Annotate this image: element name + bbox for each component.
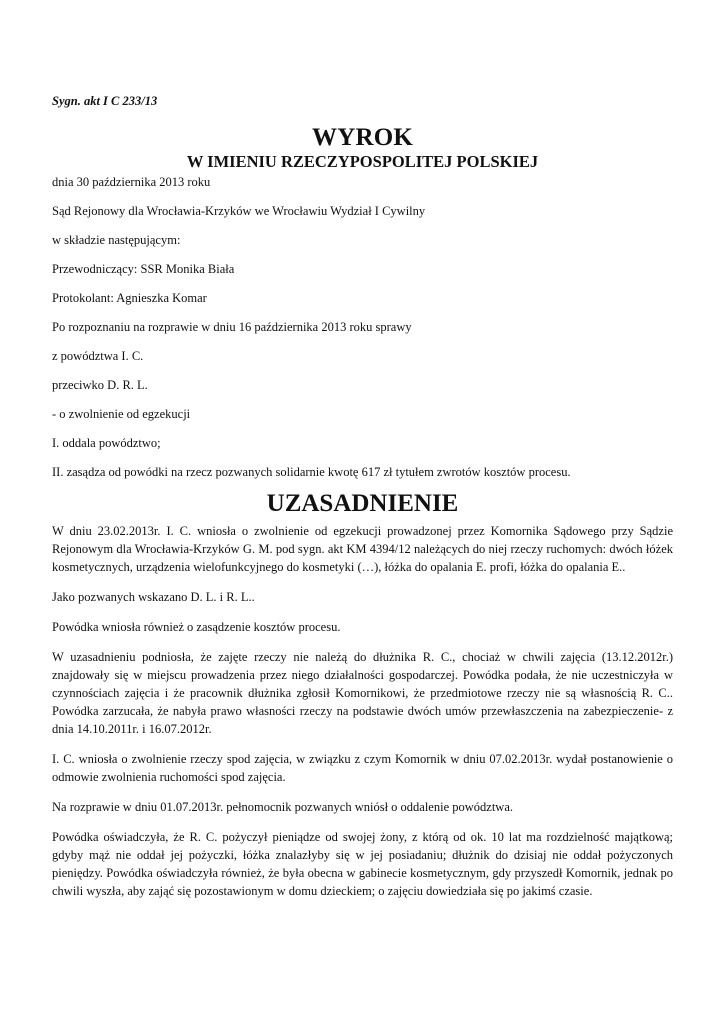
- case-signature: Sygn. akt I C 233/13: [52, 94, 158, 108]
- presiding-judge: Przewodniczący: SSR Monika Biała: [52, 262, 235, 276]
- document-title: WYROK: [312, 124, 413, 151]
- ruling-point-2: II. zasądza od powódki na rzecz pozwanych solidarnie kwotę 617 zł tytułem zwrotów kosztów procesu.: [52, 465, 571, 479]
- judgment-document: [52, 92, 673, 900]
- justification-paragraph: Powódka wniosła również o zasądzenie kosztów procesu.: [52, 620, 341, 634]
- plaintiff-line: z powództwa I. C.: [52, 349, 144, 363]
- justification-paragraph: Jako pozwanych wskazano D. L. i R. L..: [52, 590, 255, 604]
- case-subject: - o zwolnienie od egzekucji: [52, 407, 191, 421]
- ruling-point-1: I. oddala powództwo;: [52, 436, 161, 450]
- clerk: Protokolant: Agnieszka Komar: [52, 291, 207, 305]
- justification-paragraph: W dniu 23.02.2013r. I. C. wniosła o zwolnienie od egzekucji prowadzonej przez Komornika Sądowego przy Sądzie Rejonowym dla Wrocławia-Krzyków G. M. pod sygn. akt KM 4394/12 należących do niej rzeczy ruchomych: dwóch łóżek kosmetycznych, urządzenia wielofunkcyjnego do kosmetyki (…), łóżka do opalania E. profi, łóżka do opalania E..: [52, 524, 673, 574]
- justification-paragraph: W uzasadnieniu podniosła, że zajęte rzeczy nie należą do dłużnika R. C., chociaż w chwili zajęcia (13.12.2012r.) znajdowały się w miejscu prowadzenia przez niego działalności gospodarczej. Powódka podała, że nie uczestniczyła w czynnościach zajęcia i że pracownik dłużnika zgłosił Komornikowi, że przedmiotowe rzeczy nie są własnością R. C.. Powódka zarzucała, że nabyła prawo własności rzeczy na podstawie dwóch umów przewłaszczenia na zabezpieczenie- z dnia 14.10.2011r. i 16.07.2012r.: [52, 650, 673, 736]
- justification-paragraph: I. C. wniosła o zwolnienie rzeczy spod zajęcia, w związku z czym Komornik w dniu 07.02.2013r. wydał postanowienie o odmowie zwolnienia ruchomości spod zajęcia.: [52, 752, 673, 784]
- hearing-line: Po rozpoznaniu na rozprawie w dniu 16 października 2013 roku sprawy: [52, 320, 412, 334]
- judgment-date: dnia 30 października 2013 roku: [52, 175, 211, 189]
- justification-paragraph: Na rozprawie w dniu 01.07.2013r. pełnomocnik pozwanych wniósł o oddalenie powództwa.: [52, 800, 514, 814]
- justification-paragraph: Powódka oświadczyła, że R. C. pożyczył pieniądze od swojej żony, z którą od ok. 10 lat ma rozdzielność majątkową; gdyby mąż nie oddał jej pożyczki, łóżka znalazłyby się w jej posiadaniu; dłużnik do dzisiaj nie oddał pożyczonych pieniędzy. Powódka oświadczyła również, że była obecna w gabinecie kosmetycznym, gdy przyszedł Komornik, jednak po chwili wyszła, aby zająć się pozostawionym w domu dzieckiem; o zajęciu dowiedziała się po jakimś czasie.: [52, 830, 673, 898]
- composition-intro: w składzie następującym:: [52, 233, 181, 247]
- document-subtitle: W IMIENIU RZECZYPOSPOLITEJ POLSKIEJ: [186, 152, 539, 171]
- court-name: Sąd Rejonowy dla Wrocławia-Krzyków we Wrocławiu Wydział I Cywilny: [52, 204, 426, 218]
- justification-title: UZASADNIENIE: [266, 490, 459, 517]
- defendant-line: przeciwko D. R. L.: [52, 378, 148, 392]
